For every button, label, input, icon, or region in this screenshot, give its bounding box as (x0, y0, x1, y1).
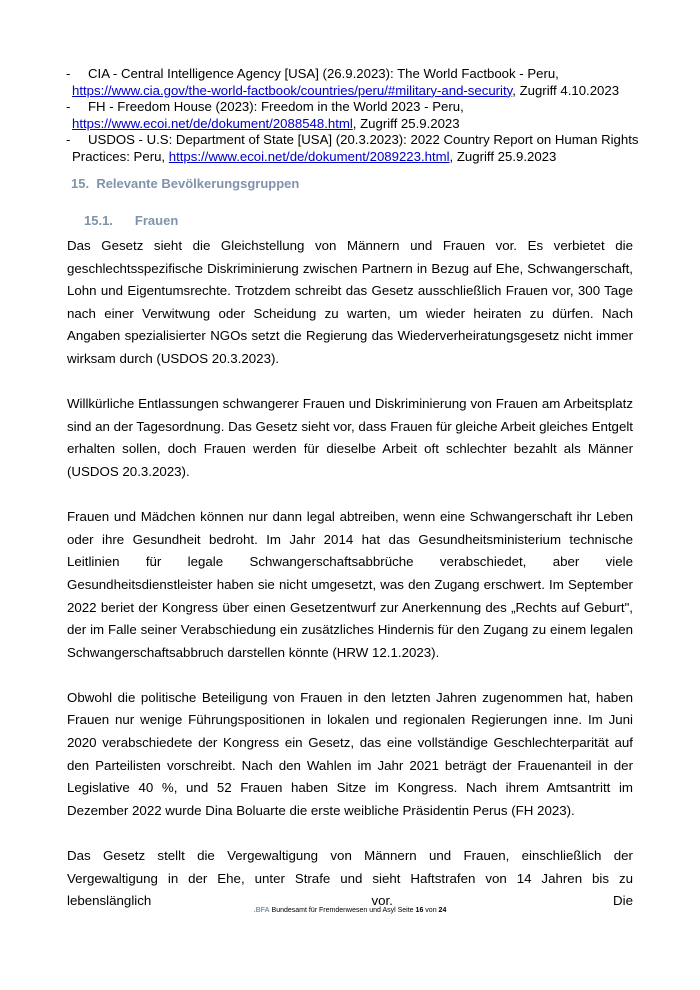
reference-text: FH - Freedom House (2023): Freedom in the World 2023 - Peru, (88, 99, 464, 114)
page-footer (0, 907, 700, 914)
paragraph: Obwohl die politische Beteiligung von Frauen in den letzten Jahren zugenommen hat, haben Frauen nur wenige Führungspositionen in lokalen und regionalen Regierungen inne. Im Juni 2020 verabschiedete der Kongress ein Gesetz, das eine vollständige Geschlechterparität auf den Parteilisten vorschreibt. Nach den Wahlen im Jahr 2021 beträgt der Frauenanteil in der Legislative 40 %, und 52 Frauen haben Sitze im Kongress. Nach ihrem Amtsantritt im Dezember 2022 wurde Dina Boluarte die erste weibliche Präsidentin Perus (FH 2023). (67, 689, 633, 818)
reference-link[interactable]: https://www.ecoi.net/de/dokument/2088548.html (72, 115, 353, 131)
reference-item: - USDOS - U.S: Department of State [USA] (20.3.2023): 2022 Country Report on Human Rights Practices: Peru, https://www.ecoi.net/de/dokument/2089223.html, Zugriff 25.9.2023 (66, 132, 639, 164)
reference-access-date: , Zugriff 25.9.2023 (352, 115, 460, 131)
reference-item: - FH - Freedom House (2023): Freedom in the World 2023 - Peru, https://www.ecoi.net/de/dokument/2088548.html, Zugriff 25.9.2023 (66, 99, 464, 131)
paragraph: Das Gesetz stellt die Vergewaltigung von Männern und Frauen, einschließlich der Vergewaltigung in der Ehe, unter Strafe und sieht Haftstrafen von 14 Jahren bis zu lebenslänglich vor. Die (67, 848, 633, 909)
footer-of-label: von (425, 907, 437, 914)
reference-item: - CIA - Central Intelligence Agency [USA] (26.9.2023): The World Factbook - Peru, https://www.cia.gov/the-world-factbook/countries/peru/#military-and-security, Zugriff 4.10.2023 (66, 66, 620, 98)
section-heading (71, 176, 299, 191)
page-number: 16 (415, 907, 424, 914)
section-title: Relevante Bevölkerungsgruppen (96, 176, 300, 191)
subsection-number: 15.1. (84, 213, 113, 228)
paragraph: Das Gesetz sieht die Gleichstellung von Männern und Frauen vor. Es verbietet die geschlechtsspezifische Diskriminierung zwischen Partnern in Bezug auf Ehe, Schwangerschaft, Lohn und Eigentumsrechte. Trotzdem schreibt das Gesetz ausschließlich Frauen vor, 300 Tage nach einer Verwitwung oder Scheidung zu warten, um wieder heiraten zu dürfen. Nach Angaben spezialisierter NGOs setzt die Regierung das Wiederverheiratungsgesetz nicht immer wirksam durch (USDOS 20.3.2023). (67, 238, 633, 366)
subsection-heading (84, 213, 178, 228)
page-total: 24 (438, 907, 447, 914)
footer-page-label: Seite (397, 907, 414, 914)
reference-link[interactable]: https://www.ecoi.net/de/dokument/2089223.html (168, 148, 450, 164)
reference-list (67, 66, 642, 165)
reference-access-date: , Zugriff 25.9.2023 (449, 148, 557, 164)
subsection-title: Frauen (134, 213, 179, 228)
reference-text: CIA - Central Intelligence Agency [USA] (26.9.2023): The World Factbook - Peru, (88, 66, 559, 81)
reference-text: USDOS - U.S: Department of State [USA] (20.3.2023): 2022 Country Report on Human Rights Practices: Peru, (72, 132, 639, 164)
reference-link[interactable]: https://www.cia.gov/the-world-factbook/countries/peru/#military-and-security (72, 82, 513, 98)
reference-access-date: , Zugriff 4.10.2023 (512, 82, 620, 98)
footer-org: Bundesamt für Fremdenwesen und Asyl (271, 907, 396, 914)
paragraph: Frauen und Mädchen können nur dann legal abtreiben, wenn eine Schwangerschaft ihr Leben oder ihre Gesundheit bedroht. Im Jahr 2014 hat das Gesundheitsministerium technische Leitlinien für legale Schwangerschaftsabbrüche verabschiedet, aber viele Gesundheitsdienstleister haben sie nicht umgesetzt, was den Zugang erschwert. Im September 2022 beriet der Kongress über einen Gesetzentwurf zur Anerkennung des „Rechts auf Geburt", der im Falle seiner Verabschiedung ein zusätzliches Hindernis für den Zugang zu einem legalen Schwangerschaftsabbruch darstellen könnte (HRW 12.1.2023). (67, 509, 633, 660)
paragraph: Willkürliche Entlassungen schwangerer Frauen und Diskriminierung von Frauen am Arbeitsplatz sind an der Tagesordnung. Das Gesetz sieht vor, dass Frauen für gleiche Arbeit gleiches Entgelt erhalten sollen, doch Frauen werden für dieselbe Arbeit oft schlechter bezahlt als Männer (USDOS 20.3.2023). (67, 396, 633, 479)
body-text (67, 235, 633, 935)
bfa-logo: .BFA (253, 907, 270, 914)
section-number: 15. (71, 176, 90, 191)
